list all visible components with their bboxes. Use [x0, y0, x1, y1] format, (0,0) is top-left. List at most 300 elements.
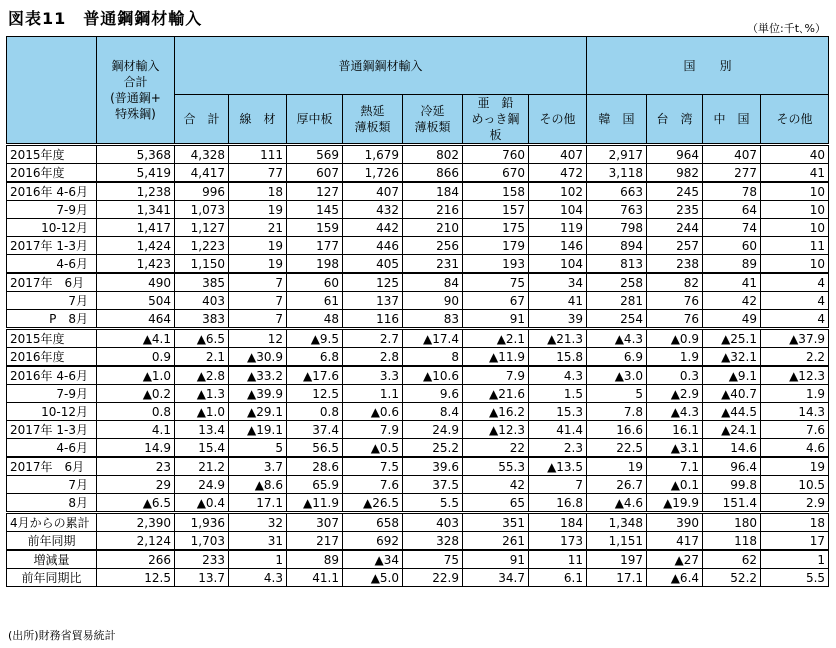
table-cell: 692 — [343, 532, 403, 551]
table-row — [7, 219, 829, 237]
table-cell: 894 — [587, 237, 647, 255]
table-cell: 18 — [229, 182, 287, 201]
table-cell: 37.4 — [287, 421, 343, 439]
table-cell: ▲37.9 — [761, 329, 829, 348]
row-label: 2017年 6月 — [7, 457, 97, 476]
table-cell: 19 — [229, 201, 287, 219]
table-row — [7, 255, 829, 274]
table-cell: 151.4 — [703, 494, 761, 513]
table-cell: 7.9 — [463, 366, 529, 385]
table-cell: 52.2 — [703, 569, 761, 587]
table-cell: 41 — [703, 273, 761, 292]
table-cell: 5,368 — [97, 145, 175, 164]
table-cell: 1 — [229, 550, 287, 569]
table-cell: 60 — [287, 273, 343, 292]
table-row — [7, 439, 829, 458]
row-label: 2016年度 — [7, 164, 97, 183]
row-label: 2016年度 — [7, 348, 97, 367]
table-cell: ▲1.0 — [97, 366, 175, 385]
table-cell: ▲26.5 — [343, 494, 403, 513]
table-cell: ▲5.0 — [343, 569, 403, 587]
table-cell: ▲0.6 — [343, 403, 403, 421]
table-cell: 7.6 — [343, 476, 403, 494]
row-label: 前年同期 — [7, 532, 97, 551]
table-row — [7, 421, 829, 439]
table-cell: 96.4 — [703, 457, 761, 476]
table-cell: 74 — [703, 219, 761, 237]
table-cell: 257 — [647, 237, 703, 255]
table-row — [7, 385, 829, 403]
table-cell: 49 — [703, 310, 761, 329]
steel-import-table — [6, 36, 829, 587]
table-cell: 7.1 — [647, 457, 703, 476]
source-note: (出所)財務省貿易統計 — [8, 629, 116, 642]
table-cell: ▲40.7 — [703, 385, 761, 403]
table-cell: 62 — [703, 550, 761, 569]
table-cell: 19 — [761, 457, 829, 476]
table-cell: 127 — [287, 182, 343, 201]
table-cell: ▲19.9 — [647, 494, 703, 513]
table-cell: 417 — [647, 532, 703, 551]
table-cell: 17.1 — [587, 569, 647, 587]
table-cell: 29 — [97, 476, 175, 494]
row-label: 2017年 1-3月 — [7, 421, 97, 439]
table-cell: 2.2 — [761, 348, 829, 367]
table-cell: 119 — [529, 219, 587, 237]
table-cell: 763 — [587, 201, 647, 219]
table-cell: ▲0.5 — [343, 439, 403, 458]
table-cell: 198 — [287, 255, 343, 274]
table-cell: 39.6 — [403, 457, 463, 476]
table-cell: 1,348 — [587, 513, 647, 532]
table-cell: 180 — [703, 513, 761, 532]
table-cell: 82 — [647, 273, 703, 292]
row-label: 前年同期比 — [7, 569, 97, 587]
table-row — [7, 310, 829, 329]
table-cell: ▲6.4 — [647, 569, 703, 587]
table-cell: 4.3 — [529, 366, 587, 385]
table-cell: 607 — [287, 164, 343, 183]
table-cell: 1.1 — [343, 385, 403, 403]
table-cell: 866 — [403, 164, 463, 183]
table-cell: ▲32.1 — [703, 348, 761, 367]
table-cell: ▲2.9 — [647, 385, 703, 403]
column-header: 中 国 — [703, 95, 761, 145]
table-cell: 1,424 — [97, 237, 175, 255]
table-cell: 4.3 — [229, 569, 287, 587]
row-label: 増減量 — [7, 550, 97, 569]
table-cell: 1,726 — [343, 164, 403, 183]
table-cell: 996 — [175, 182, 229, 201]
table-cell: 210 — [403, 219, 463, 237]
table-cell: ▲12.3 — [463, 421, 529, 439]
table-cell: 231 — [403, 255, 463, 274]
table-cell: 403 — [175, 292, 229, 310]
table-cell: 464 — [97, 310, 175, 329]
table-cell: 2.9 — [761, 494, 829, 513]
table-cell: 10 — [761, 255, 829, 274]
country-group-header: 国 別 — [587, 37, 829, 95]
table-cell: 1,423 — [97, 255, 175, 274]
table-cell: 4 — [761, 292, 829, 310]
table-cell: ▲17.4 — [403, 329, 463, 348]
table-cell: 11 — [761, 237, 829, 255]
table-cell: 17 — [761, 532, 829, 551]
table-cell: 813 — [587, 255, 647, 274]
row-label: 2017年 1-3月 — [7, 237, 97, 255]
table-cell: 14.3 — [761, 403, 829, 421]
table-cell: 146 — [529, 237, 587, 255]
table-cell: 442 — [343, 219, 403, 237]
table-cell: 1,073 — [175, 201, 229, 219]
total-import-header: 鋼材輸入 合計 (普通鋼+ 特殊鋼) — [97, 37, 175, 145]
table-cell: 798 — [587, 219, 647, 237]
row-label: P 8月 — [7, 310, 97, 329]
row-label: 8月 — [7, 494, 97, 513]
table-cell: 12.5 — [97, 569, 175, 587]
table-cell: 403 — [403, 513, 463, 532]
table-cell: 76 — [647, 310, 703, 329]
table-cell: 14.6 — [703, 439, 761, 458]
table-cell: 179 — [463, 237, 529, 255]
table-cell: 75 — [463, 273, 529, 292]
table-cell: 10.5 — [761, 476, 829, 494]
table-cell: 261 — [463, 532, 529, 551]
table-cell: 13.4 — [175, 421, 229, 439]
table-cell: 24.9 — [175, 476, 229, 494]
table-cell: ▲27 — [647, 550, 703, 569]
table-cell: ▲16.2 — [463, 403, 529, 421]
table-cell: 104 — [529, 201, 587, 219]
table-cell: ▲33.2 — [229, 366, 287, 385]
corner-header-cell — [7, 37, 97, 145]
table-cell: 34.7 — [463, 569, 529, 587]
table-cell: 16.8 — [529, 494, 587, 513]
table-cell: 4 — [761, 273, 829, 292]
table-cell: 10 — [761, 182, 829, 201]
table-cell: 118 — [703, 532, 761, 551]
table-cell: 15.3 — [529, 403, 587, 421]
table-cell: 39 — [529, 310, 587, 329]
table-row — [7, 348, 829, 367]
table-row — [7, 513, 829, 532]
table-cell: 24.9 — [403, 421, 463, 439]
table-cell: 116 — [343, 310, 403, 329]
ordinary-steel-group-header: 普通鋼鋼材輸入 — [175, 37, 587, 95]
table-cell: 15.8 — [529, 348, 587, 367]
table-cell: 90 — [403, 292, 463, 310]
table-cell: 91 — [463, 550, 529, 569]
table-cell: 37.5 — [403, 476, 463, 494]
table-cell: 1.9 — [647, 348, 703, 367]
table-cell: 21 — [229, 219, 287, 237]
table-row — [7, 237, 829, 255]
column-header: 厚中板 — [287, 95, 343, 145]
table-cell: 61 — [287, 292, 343, 310]
table-cell: 2.3 — [529, 439, 587, 458]
table-cell: 23 — [97, 457, 175, 476]
table-cell: 89 — [703, 255, 761, 274]
table-cell: 16.1 — [647, 421, 703, 439]
table-cell: 17.1 — [229, 494, 287, 513]
table-cell: 390 — [647, 513, 703, 532]
column-header: 熱延 薄板類 — [343, 95, 403, 145]
table-cell: ▲10.6 — [403, 366, 463, 385]
table-cell: 4,328 — [175, 145, 229, 164]
table-cell: 446 — [343, 237, 403, 255]
table-cell: 5 — [587, 385, 647, 403]
table-cell: 407 — [529, 145, 587, 164]
table-cell: 277 — [703, 164, 761, 183]
table-cell: 173 — [529, 532, 587, 551]
table-cell: 1,151 — [587, 532, 647, 551]
table-cell: 1,679 — [343, 145, 403, 164]
row-label: 10-12月 — [7, 403, 97, 421]
table-cell: 2,390 — [97, 513, 175, 532]
table-cell: 197 — [587, 550, 647, 569]
table-cell: 84 — [403, 273, 463, 292]
table-cell: ▲0.1 — [647, 476, 703, 494]
table-cell: 4.1 — [97, 421, 175, 439]
table-cell: 964 — [647, 145, 703, 164]
table-cell: 28.6 — [287, 457, 343, 476]
table-cell: 1,936 — [175, 513, 229, 532]
table-cell: 8.4 — [403, 403, 463, 421]
table-cell: 244 — [647, 219, 703, 237]
table-cell: ▲34 — [343, 550, 403, 569]
table-cell: ▲0.2 — [97, 385, 175, 403]
row-label: 7-9月 — [7, 201, 97, 219]
table-cell: 78 — [703, 182, 761, 201]
table-cell: 7.9 — [343, 421, 403, 439]
table-cell: ▲24.1 — [703, 421, 761, 439]
table-cell: 3,118 — [587, 164, 647, 183]
table-cell: 4.6 — [761, 439, 829, 458]
table-cell: 76 — [647, 292, 703, 310]
table-cell: 7.6 — [761, 421, 829, 439]
table-cell: 145 — [287, 201, 343, 219]
table-cell: 3.7 — [229, 457, 287, 476]
row-label: 2015年度 — [7, 145, 97, 164]
table-cell: 1.5 — [529, 385, 587, 403]
table-cell: 19 — [229, 255, 287, 274]
table-cell: 982 — [647, 164, 703, 183]
table-cell: 65 — [463, 494, 529, 513]
column-header: 合 計 — [175, 95, 229, 145]
table-cell: 2.7 — [343, 329, 403, 348]
table-cell: 432 — [343, 201, 403, 219]
table-cell: 157 — [463, 201, 529, 219]
table-cell: 407 — [343, 182, 403, 201]
table-row — [7, 476, 829, 494]
table-cell: ▲9.1 — [703, 366, 761, 385]
table-cell: 217 — [287, 532, 343, 551]
table-cell: ▲19.1 — [229, 421, 287, 439]
table-row — [7, 569, 829, 587]
table-row — [7, 145, 829, 164]
table-cell: ▲4.3 — [647, 403, 703, 421]
table-row — [7, 550, 829, 569]
table-row — [7, 164, 829, 183]
table-cell: ▲25.1 — [703, 329, 761, 348]
table-cell: 6.1 — [529, 569, 587, 587]
table-cell: 0.8 — [97, 403, 175, 421]
table-cell: 0.9 — [97, 348, 175, 367]
table-cell: 42 — [463, 476, 529, 494]
column-header: 韓 国 — [587, 95, 647, 145]
table-cell: 351 — [463, 513, 529, 532]
table-cell: 158 — [463, 182, 529, 201]
table-cell: 193 — [463, 255, 529, 274]
table-cell: ▲44.5 — [703, 403, 761, 421]
table-row — [7, 532, 829, 551]
table-cell: 34 — [529, 273, 587, 292]
table-cell: 2.8 — [343, 348, 403, 367]
table-cell: 31 — [229, 532, 287, 551]
row-label: 10-12月 — [7, 219, 97, 237]
table-cell: 4,417 — [175, 164, 229, 183]
table-cell: 802 — [403, 145, 463, 164]
table-cell: 5.5 — [403, 494, 463, 513]
table-cell: 32 — [229, 513, 287, 532]
table-cell: 177 — [287, 237, 343, 255]
table-cell: ▲21.3 — [529, 329, 587, 348]
table-cell: 9.6 — [403, 385, 463, 403]
table-cell: 18 — [761, 513, 829, 532]
row-label: 4月からの累計 — [7, 513, 97, 532]
table-cell: ▲1.0 — [175, 403, 229, 421]
table-cell: 41.1 — [287, 569, 343, 587]
table-cell: 0.3 — [647, 366, 703, 385]
table-cell: 19 — [587, 457, 647, 476]
table-cell: ▲9.5 — [287, 329, 343, 348]
column-header: 冷延 薄板類 — [403, 95, 463, 145]
table-cell: ▲39.9 — [229, 385, 287, 403]
table-cell: 7.8 — [587, 403, 647, 421]
table-cell: 41.4 — [529, 421, 587, 439]
column-header: 線 材 — [229, 95, 287, 145]
table-cell: 407 — [703, 145, 761, 164]
table-row — [7, 273, 829, 292]
table-cell: 670 — [463, 164, 529, 183]
row-label: 4-6月 — [7, 439, 97, 458]
table-cell: 65.9 — [287, 476, 343, 494]
table-cell: 1,150 — [175, 255, 229, 274]
table-cell: 60 — [703, 237, 761, 255]
row-label: 2016年 4-6月 — [7, 366, 97, 385]
table-cell: 2,124 — [97, 532, 175, 551]
table-cell: 14.9 — [97, 439, 175, 458]
table-cell: ▲3.0 — [587, 366, 647, 385]
table-cell: 238 — [647, 255, 703, 274]
table-cell: 1,223 — [175, 237, 229, 255]
table-cell: 233 — [175, 550, 229, 569]
table-cell: 55.3 — [463, 457, 529, 476]
table-cell: 663 — [587, 182, 647, 201]
table-cell: 1,417 — [97, 219, 175, 237]
row-label: 4-6月 — [7, 255, 97, 274]
row-label: 2017年 6月 — [7, 273, 97, 292]
table-row — [7, 201, 829, 219]
table-cell: ▲4.1 — [97, 329, 175, 348]
table-cell: 5.5 — [761, 569, 829, 587]
table-cell: 104 — [529, 255, 587, 274]
table-cell: 1,127 — [175, 219, 229, 237]
column-header: 亜 鉛 めっき鋼板 — [463, 95, 529, 145]
table-cell: 10 — [761, 201, 829, 219]
table-cell: ▲30.9 — [229, 348, 287, 367]
table-cell: 137 — [343, 292, 403, 310]
table-cell: ▲13.5 — [529, 457, 587, 476]
table-cell: 25.2 — [403, 439, 463, 458]
table-row — [7, 457, 829, 476]
table-cell: 175 — [463, 219, 529, 237]
table-cell: 2,917 — [587, 145, 647, 164]
table-row — [7, 366, 829, 385]
table-cell: 7.5 — [343, 457, 403, 476]
table-cell: 22 — [463, 439, 529, 458]
row-label: 7月 — [7, 476, 97, 494]
table-cell: 75 — [403, 550, 463, 569]
table-cell: 42 — [703, 292, 761, 310]
table-cell: 99.8 — [703, 476, 761, 494]
table-cell: ▲8.6 — [229, 476, 287, 494]
table-cell: 472 — [529, 164, 587, 183]
table-cell: ▲11.9 — [287, 494, 343, 513]
unit-note: （単位:千t､%） — [747, 22, 826, 35]
table-row — [7, 494, 829, 513]
table-cell: 245 — [647, 182, 703, 201]
table-cell: ▲6.5 — [97, 494, 175, 513]
table-cell: 7 — [229, 273, 287, 292]
table-cell: 254 — [587, 310, 647, 329]
table-cell: 48 — [287, 310, 343, 329]
table-cell: 12.5 — [287, 385, 343, 403]
column-header: 台 湾 — [647, 95, 703, 145]
table-cell: 2.1 — [175, 348, 229, 367]
table-cell: 184 — [529, 513, 587, 532]
table-cell: 258 — [587, 273, 647, 292]
table-cell: 16.6 — [587, 421, 647, 439]
table-cell: 13.7 — [175, 569, 229, 587]
table-cell: 3.3 — [343, 366, 403, 385]
column-header: その他 — [761, 95, 829, 145]
table-row — [7, 403, 829, 421]
table-cell: 1 — [761, 550, 829, 569]
row-label: 7月 — [7, 292, 97, 310]
table-cell: 385 — [175, 273, 229, 292]
table-cell: 41 — [529, 292, 587, 310]
table-cell: 7 — [229, 310, 287, 329]
table-cell: 102 — [529, 182, 587, 201]
table-cell: 11 — [529, 550, 587, 569]
table-cell: 7 — [229, 292, 287, 310]
table-cell: 15.4 — [175, 439, 229, 458]
table-cell: 125 — [343, 273, 403, 292]
table-cell: 405 — [343, 255, 403, 274]
table-cell: 10 — [761, 219, 829, 237]
table-cell: ▲1.3 — [175, 385, 229, 403]
table-row — [7, 292, 829, 310]
table-cell: 41 — [761, 164, 829, 183]
table-cell: 1,238 — [97, 182, 175, 201]
table-cell: 77 — [229, 164, 287, 183]
table-cell: 4 — [761, 310, 829, 329]
table-cell: 184 — [403, 182, 463, 201]
table-cell: ▲0.4 — [175, 494, 229, 513]
table-cell: 504 — [97, 292, 175, 310]
table-cell: ▲0.9 — [647, 329, 703, 348]
